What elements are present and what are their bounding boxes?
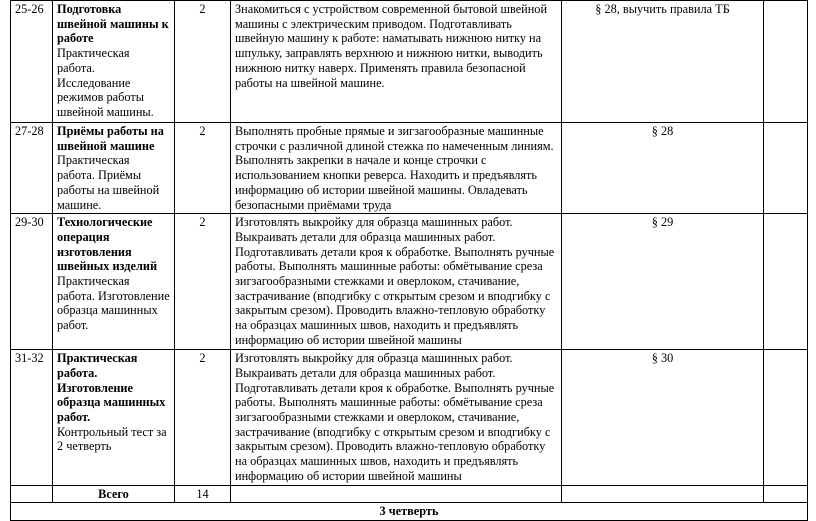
homework-cell: § 30 bbox=[562, 350, 764, 485]
empty-cell bbox=[764, 485, 808, 503]
quarter-heading: 3 четверть bbox=[11, 503, 808, 521]
topic-description: Практическая работа. Изготовление образца машинных работ. bbox=[57, 274, 170, 333]
lesson-number: 25-26 bbox=[11, 1, 53, 123]
activity-cell: Изготовлять выкройку для образца машинных работ. Выкраивать детали для образца машинных работ. Подготавливать детали кроя к обработке. Выполнять ручные работы. Выполнять машинные работы: обмётывание среза зигзагообразными стежками и оверлоком, стачивание, застрачивание (вподгибку с открытым срезом и вподгибку с закрытым срезом). Проводить влажно-тепловую обработку на образцах машинных швов, находить и предъявлять информацию об истории швейной машины bbox=[231, 214, 562, 350]
topic-title: Приёмы работы на швейной машине bbox=[57, 124, 164, 153]
empty-cell bbox=[231, 485, 562, 503]
activity-cell: Изготовлять выкройку для образца машинных работ. Выкраивать детали для образца машинных работ. Подготавливать детали кроя к обработке. Выполнять ручные работы. Выполнять машинные работы: обмётывание среза зигзагообразными стежками и оверлоком, стачивание, застрачивание (вподгибку с открытым срезом и вподгибку с закрытым срезом). Проводить влажно-тепловую обработку на образцах машинных швов, находить и предъявлять информацию об истории швейной машины bbox=[231, 350, 562, 485]
lesson-number: 29-30 bbox=[11, 214, 53, 350]
topic-cell bbox=[53, 1, 175, 123]
empty-cell bbox=[562, 485, 764, 503]
hours-cell: 2 bbox=[175, 123, 231, 214]
topic-description: Практическая работа. Исследование режимов работы швейной машины. bbox=[57, 46, 154, 119]
topic-title: Технологические операция изготовления швейных изделий bbox=[57, 215, 158, 274]
topic-description: Практическая работа. Приёмы работы на швейной машине. bbox=[57, 153, 160, 212]
activity-cell: Выполнять пробные прямые и зигзагообразные машинные строчки с различной длиной стежка по намеченным линиям. Выполнять закрепки в начале и конце строчки с использованием кнопки реверса. Находить и предъявлять информацию об истории швейной машины. Овладевать безопасными приёмами труда bbox=[231, 123, 562, 214]
topic-title: Практическая работа. Изготовление образца машинных работ. bbox=[57, 351, 166, 425]
topic-cell bbox=[53, 350, 175, 485]
activity-cell: Знакомиться с устройством современной бытовой швейной машины с электрическим приводом. Подготавливать швейную машину к работе: наматывать нижнюю нитку на шпульку, заправлять верхнюю и нижнюю нитки, выводить нижнюю нитку наверх. Применять правила безопасной работы на швейной машине. bbox=[231, 1, 562, 123]
total-row bbox=[11, 485, 808, 503]
lesson-number: 27-28 bbox=[11, 123, 53, 214]
table-row bbox=[11, 123, 808, 214]
homework-cell: § 28 bbox=[562, 123, 764, 214]
empty-cell bbox=[764, 350, 808, 485]
homework-cell: § 28, выучить правила ТБ bbox=[562, 1, 764, 123]
quarter-row bbox=[11, 503, 808, 521]
topic-title: Подготовка швейной машины к работе bbox=[57, 2, 169, 46]
total-label: Всего bbox=[53, 485, 175, 503]
lesson-number: 31-32 bbox=[11, 350, 53, 485]
topic-cell bbox=[53, 123, 175, 214]
empty-cell bbox=[764, 123, 808, 214]
empty-cell bbox=[764, 214, 808, 350]
homework-cell: § 29 bbox=[562, 214, 764, 350]
topic-cell bbox=[53, 214, 175, 350]
hours-cell: 2 bbox=[175, 214, 231, 350]
table-row bbox=[11, 350, 808, 485]
empty-cell bbox=[764, 1, 808, 123]
empty-cell bbox=[11, 485, 53, 503]
topic-description: Контрольный тест за 2 четверть bbox=[57, 424, 167, 454]
table-row bbox=[11, 1, 808, 123]
total-hours: 14 bbox=[175, 485, 231, 503]
hours-cell: 2 bbox=[175, 1, 231, 123]
lesson-plan-table bbox=[10, 0, 808, 521]
hours-cell: 2 bbox=[175, 350, 231, 485]
table-row bbox=[11, 214, 808, 350]
